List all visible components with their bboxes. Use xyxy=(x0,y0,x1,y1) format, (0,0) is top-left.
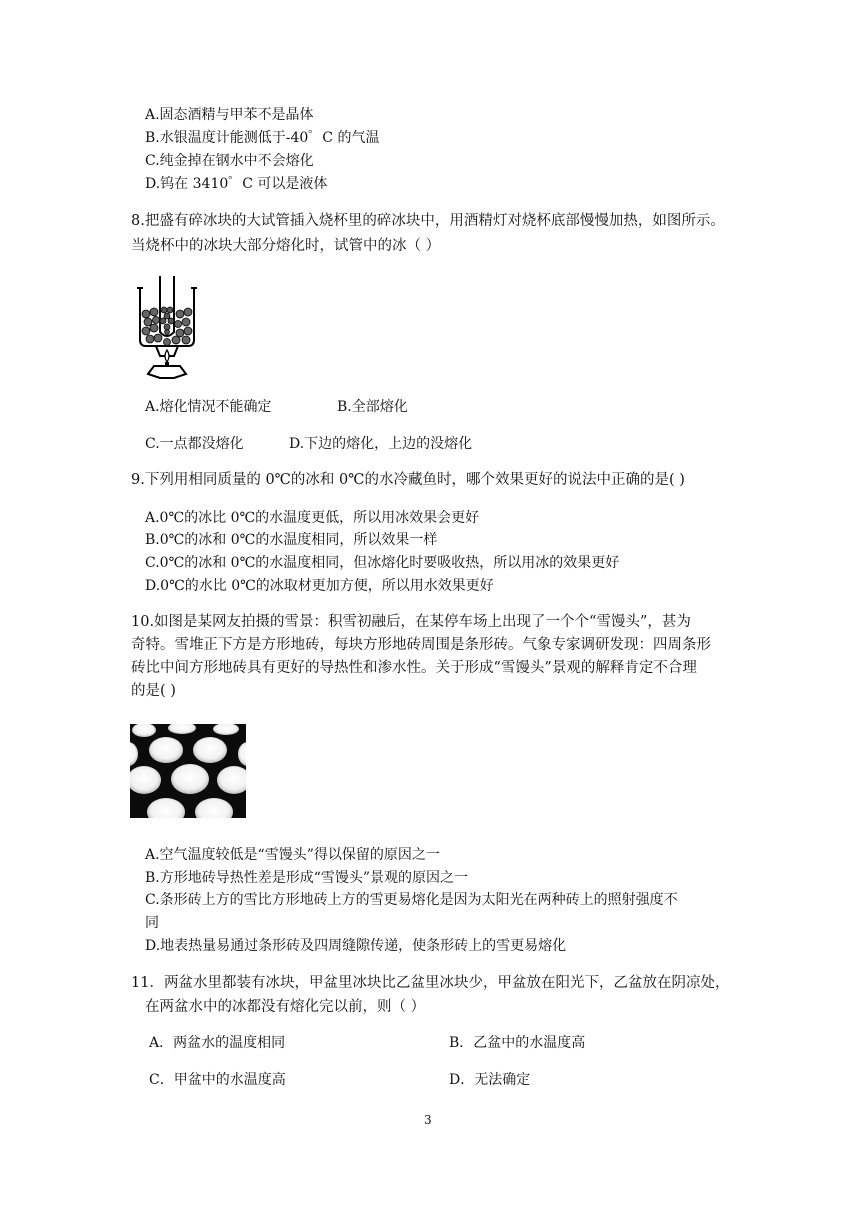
q7-option-c: C.纯金掉在钢水中不会熔化 xyxy=(145,153,314,169)
q10-option-d: D.地表热量易通过条形砖及四周缝隙传递，使条形砖上的雪更易熔化 xyxy=(145,938,567,954)
q10-stem-line2: 奇特。雪堆正下方是方形地砖，每块方形地砖周围是条形砖。气象专家调研发现：四周条形 xyxy=(131,637,711,653)
q9-option-b: B.0℃的冰和 0℃的水温度相同，所以效果一样 xyxy=(145,532,438,548)
snow-mounds-photo xyxy=(130,724,246,818)
q9-option-c: C.0℃的冰和 0℃的水温度相同，但冰熔化时要吸收热，所以用冰的效果更好 xyxy=(145,555,620,571)
q10-stem-line1: 10.如图是某网友拍摄的雪景：积雪初融后，在某停车场上出现了一个个“雪馒头”，甚为 xyxy=(131,614,691,630)
q11-stem-line1: 11．两盆水里都装有冰块，甲盆里冰块比乙盆里冰块少，甲盆放在阳光下，乙盆放在阴凉处， xyxy=(131,975,730,991)
q7-option-d: D.钨在 3410゜C 可以是液体 xyxy=(145,176,328,192)
q8-option-b: B.全部熔化 xyxy=(337,399,408,415)
page-number: 3 xyxy=(424,1113,432,1127)
q9-stem: 9.下列用相同质量的 0℃的冰和 0℃的水冷藏鱼时，哪个效果更好的说法中正确的是( ) xyxy=(131,472,685,488)
q11-option-d: D．无法确定 xyxy=(449,1072,531,1088)
q7-option-a: A.固态酒精与甲苯不是晶体 xyxy=(145,107,314,123)
q11-option-c: C．甲盆中的水温度高 xyxy=(149,1072,286,1088)
beaker-test-tube-figure xyxy=(134,274,200,380)
q11-option-a: A．两盆水的温度相同 xyxy=(149,1035,286,1051)
q10-stem-line4: 的是( ) xyxy=(131,683,176,699)
q8-option-a: A.熔化情况不能确定 xyxy=(145,399,272,415)
q8-option-c: C.一点都没熔化 xyxy=(145,436,244,452)
q9-option-d: D.0℃的水比 0℃的冰取材更加方便，所以用水效果更好 xyxy=(145,578,494,594)
q8-option-d: D.下边的熔化，上边的没熔化 xyxy=(289,436,473,452)
q10-option-a: A.空气温度较低是“雪馒头”得以保留的原因之一 xyxy=(145,847,440,863)
q9-option-a: A.0℃的冰比 0℃的水温度更低，所以用冰效果会更好 xyxy=(145,510,480,526)
q10-stem-line3: 砖比中间方形地砖具有更好的导热性和渗水性。关于形成“雪馒头”景观的解释肯定不合理 xyxy=(131,660,697,676)
q7-option-b: B.水银温度计能测低于-40゜C 的气温 xyxy=(145,130,380,146)
q11-option-b: B．乙盆中的水温度高 xyxy=(449,1035,586,1051)
q10-option-c-cont: 同 xyxy=(145,915,159,931)
q10-option-b: B.方形地砖导热性差是形成“雪馒头”景观的原因之一 xyxy=(145,870,469,886)
q8-stem-line2: 当烧杯中的冰块大部分熔化时，试管中的冰（ ） xyxy=(131,238,441,254)
q8-stem-line1: 8.把盛有碎冰块的大试管插入烧杯里的碎冰块中，用酒精灯对烧杯底部慢慢加热，如图所示。 xyxy=(131,213,725,229)
q10-option-c: C.条形砖上方的雪比方形地砖上方的雪更易熔化是因为太阳光在两种砖上的照射强度不 xyxy=(145,892,678,908)
q11-stem-line2: 在两盆水中的冰都没有熔化完以前，则（ ） xyxy=(145,999,426,1015)
